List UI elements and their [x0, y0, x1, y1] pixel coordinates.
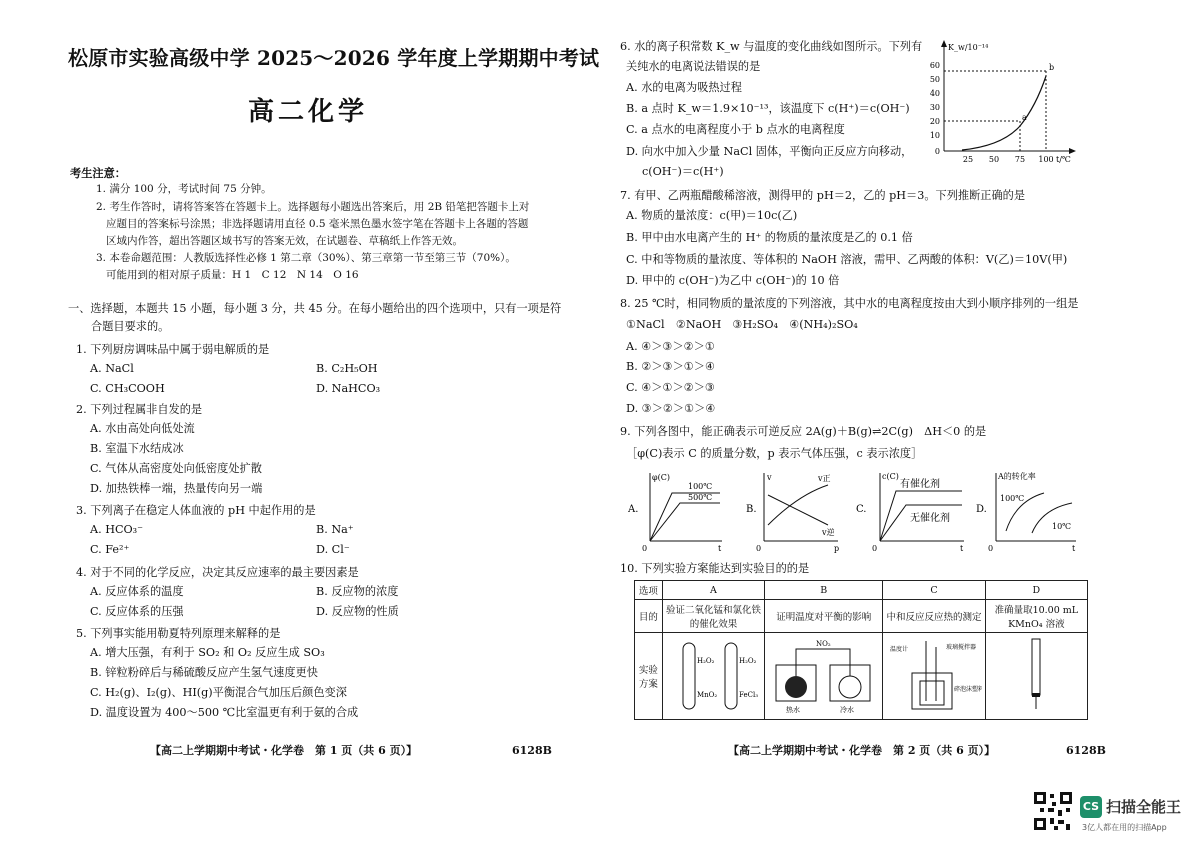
- option-d: D. 向水中加入少量 NaCl 固体，平衡向正反应方向移动，: [626, 145, 913, 158]
- y-tick: 50: [929, 75, 940, 84]
- fecl3-label: FeCl₃: [739, 690, 759, 699]
- y-tick: 0: [934, 147, 940, 156]
- option-c: C. 中和等物质的量浓度、等体积的 NaOH 溶液，需甲、乙两酸的体积：V(乙)＝10V(甲): [626, 253, 1068, 266]
- question-stem: 5. 下列事实能用勒夏特列原理来解释的是: [76, 627, 281, 640]
- table-cell-apparatus-c: [883, 633, 985, 720]
- burette-diagram: [988, 635, 1084, 715]
- connecting-tube: [796, 649, 850, 676]
- option-b: B. a 点时 K_w＝1.9×10⁻¹³，该温度下 c(H⁺)＝c(OH⁻): [626, 102, 910, 115]
- no2-label: NO₂: [815, 639, 831, 648]
- section-heading: 一、选择题，本题共 15 小题，每小题 3 分，共 45 分。在每小题给出的四个选项中，只有一项是符: [68, 302, 562, 315]
- option-d-cont: c(OH⁻)＝c(H⁺): [642, 165, 724, 178]
- option-d: D. Cl⁻: [316, 543, 350, 556]
- mno2-label: MnO₂: [697, 690, 718, 699]
- question-stem: 6. 水的离子积常数 K_w 与温度的变化曲线如图所示。下列有: [620, 40, 923, 53]
- x-tick: 75: [1014, 155, 1026, 164]
- origin-label: 0: [642, 544, 648, 553]
- graph-a: [642, 473, 722, 553]
- question-stem: 9. 下列各图中，能正确表示可逆反应 2A(g)＋B(g)⇌2C(g) ΔH＜0 的是: [620, 425, 987, 438]
- y-tick: 30: [929, 103, 940, 112]
- option-c: C. Fe²⁺: [90, 543, 130, 556]
- graph-d: [988, 471, 1076, 553]
- foam-label: 碎泡沫塑料: [954, 685, 983, 693]
- table-row: [635, 600, 1088, 633]
- y-axis-label: K_w/10⁻¹⁴: [948, 43, 989, 52]
- paper-code: 6128B: [512, 744, 552, 757]
- stopcock: [1032, 693, 1040, 697]
- table-header: B: [765, 581, 883, 600]
- v-forward-label: v正: [818, 474, 831, 483]
- table-cell-apparatus-d: [985, 633, 1087, 720]
- origin-label: 0: [872, 544, 878, 553]
- question-stem: 7. 有甲、乙两瓶醋酸稀溶液，测得甲的 pH＝2，乙的 pH＝3。下列推断正确的是: [620, 189, 1026, 202]
- curve-100-label: 100℃: [1000, 494, 1025, 503]
- y-axis-label: v: [767, 473, 772, 482]
- graph-c: [872, 472, 964, 553]
- option-d: D. 反应物的性质: [316, 605, 399, 618]
- v-forward-curve: [768, 485, 828, 525]
- x-tick: 100: [1038, 155, 1054, 164]
- q9-graphs: [628, 465, 1088, 555]
- no-catalyst-label: 无催化剂: [910, 513, 950, 524]
- graph-c-label: C.: [856, 504, 867, 515]
- cold-water-label: 冷水: [839, 705, 854, 714]
- notice-line: 2. 考生作答时，请将答案答在答题卡上。选择题每小题选出答案后，用 2B 铅笔把答题卡上对: [96, 201, 530, 213]
- subject-title: 高二化学: [248, 97, 369, 127]
- option-c: C. 反应体系的压强: [90, 605, 184, 618]
- question-stem: 8. 25 ℃时，相同物质的量浓度的下列溶液，其中水的电离程度按由大到小顺序排列的一组是: [620, 297, 1079, 310]
- section-heading-cont: 合题目要求的。: [91, 320, 170, 333]
- h2o2-label: H₂O₂: [697, 656, 715, 665]
- scanner-logo-icon: CS: [1080, 796, 1102, 818]
- scanner-app-slogan: 3亿人都在用的扫描App: [1082, 823, 1167, 832]
- option-b: B. 反应物的浓度: [316, 585, 399, 598]
- y-axis-label: c(C): [882, 472, 899, 481]
- y-tick: 10: [929, 131, 940, 140]
- graph-b-label: B.: [746, 504, 757, 515]
- point-a-label: a: [1022, 113, 1027, 122]
- experiment-table: [634, 580, 1088, 720]
- option-c: C. ④＞①＞②＞③: [626, 381, 715, 394]
- question-stem: 3. 下列离子在稳定人体血液的 pH 中起作用的是: [76, 504, 316, 517]
- option-c: C. a 点水的电离程度小于 b 点水的电离程度: [626, 123, 845, 136]
- option-c: C. 气体从高密度处向低密度处扩散: [90, 462, 262, 475]
- notice-line: 3. 本卷命题范围：人教版选择性必修 1 第二章（30%）、第三章第一节至第三节（70%）。: [96, 252, 516, 264]
- option-a: A. 反应体系的温度: [90, 585, 184, 598]
- origin-label: 0: [756, 544, 762, 553]
- notice-line: 1. 满分 100 分，考试时间 75 分钟。: [96, 183, 272, 195]
- table-cell: 验证二氧化锰和氯化铁的催化效果: [662, 600, 764, 633]
- x-axis-label: t: [960, 544, 964, 553]
- table-cell: 证明温度对平衡的影响: [765, 600, 883, 633]
- y-tick: 40: [929, 89, 940, 98]
- no2-flasks-diagram: [768, 635, 880, 715]
- h2o2-label: H₂O₂: [739, 656, 757, 665]
- option-a: A. ④＞③＞②＞①: [626, 340, 715, 353]
- x-axis-label: t/℃: [1056, 155, 1071, 164]
- x-axis-label: t: [718, 544, 722, 553]
- curve-500: [650, 503, 720, 541]
- y-tick: 20: [929, 117, 940, 126]
- question-stem: 10. 下列实验方案能达到实验目的的是: [620, 562, 810, 575]
- exam-title: 松原市实验高级中学 2025～2026 学年度上学期期中考试: [68, 46, 600, 70]
- curve-10-label: 10℃: [1052, 522, 1072, 531]
- solution-list: ①NaCl ②NaOH ③H₂SO₄ ④(NH₄)₂SO₄: [626, 318, 858, 331]
- scanner-app-name: 扫描全能王: [1106, 798, 1182, 816]
- x-axis-arrow: [1069, 148, 1076, 154]
- question-note: ［φ(C)表示 C 的质量分数，p 表示气体压强，c 表示浓度］: [626, 447, 923, 460]
- notice-heading: 考生注意：: [70, 166, 126, 180]
- table-header: C: [883, 581, 985, 600]
- option-a: A. 水的电离为吸热过程: [626, 81, 742, 94]
- option-a: A. HCO₃⁻: [90, 523, 144, 536]
- option-a: A. 水由高处向低处流: [90, 422, 195, 435]
- option-c: C. CH₃COOH: [90, 382, 165, 395]
- option-b: B. Na⁺: [316, 523, 354, 536]
- table-header: A: [662, 581, 764, 600]
- kw-curve: [962, 76, 1046, 150]
- option-d: D. ③＞②＞①＞④: [626, 402, 716, 415]
- x-tick: 50: [988, 155, 1000, 164]
- graph-a-label: A.: [628, 504, 639, 515]
- page-footer: 【高二上学期期中考试・化学卷 第 1 页（共 6 页）】: [150, 744, 418, 757]
- graph-b: [756, 473, 839, 553]
- graph-d-label: D.: [976, 504, 987, 515]
- qr-code-icon: [1032, 790, 1074, 832]
- table-cell-apparatus-a: [662, 633, 764, 720]
- calorimeter-diagram: [886, 635, 982, 715]
- table-cell: 中和反应反应热的测定: [883, 600, 985, 633]
- curve-500-label: 500℃: [688, 493, 713, 502]
- table-cell: 实验方案: [635, 633, 663, 720]
- x-axis-label: p: [834, 544, 840, 553]
- table-header: D: [985, 581, 1087, 600]
- option-b: B. 室温下水结成冰: [90, 442, 184, 455]
- table-header-row: [635, 581, 1088, 600]
- y-axis-label: A的转化率: [998, 472, 1036, 481]
- table-cell-apparatus-b: [765, 633, 883, 720]
- v-reverse-label: v逆: [822, 528, 835, 537]
- question-stem: 4. 对于不同的化学反应，决定其反应速率的最主要因素是: [76, 566, 359, 579]
- question-stem: 1. 下列厨房调味品中属于弱电解质的是: [76, 343, 270, 356]
- table-header: 选项: [635, 581, 663, 600]
- burette-tube: [1032, 639, 1040, 695]
- option-a: A. 增大压强，有利于 SO₂ 和 O₂ 反应生成 SO₃: [90, 646, 325, 659]
- notice-line: 区域内作答，超出答题区域书写的答案无效，在试题卷、草稿纸上作答无效。: [106, 235, 463, 247]
- table-row: [635, 633, 1088, 720]
- option-b: B. C₂H₅OH: [316, 362, 378, 375]
- x-tick: 25: [962, 155, 974, 164]
- flask: [839, 676, 861, 698]
- inner-beaker: [920, 681, 944, 705]
- paper-code: 6128B: [1066, 744, 1106, 757]
- hot-water-label: 热水: [785, 705, 800, 714]
- option-d: D. 加热铁棒一端，热量传向另一端: [90, 482, 263, 495]
- notice-line: 可能用到的相对原子质量：H 1 C 12 N 14 O 16: [106, 269, 359, 281]
- page-footer: 【高二上学期期中考试・化学卷 第 2 页（共 6 页）】: [728, 744, 996, 757]
- option-b: B. 锌粒粉碎后与稀硫酸反应产生氢气速度更快: [90, 666, 318, 679]
- stirrer-label: 玻璃搅拌器: [946, 643, 977, 651]
- curve-100-label: 100℃: [688, 482, 713, 491]
- x-axis-label: t: [1072, 544, 1076, 553]
- y-axis-label: φ(C): [652, 473, 670, 482]
- option-a: A. 物质的量浓度：c(甲)＝10c(乙): [626, 209, 798, 222]
- flask: [785, 676, 807, 698]
- kw-temperature-graph: [922, 36, 1092, 166]
- option-c: C. H₂(g)、I₂(g)、HI(g)平衡混合气加压后颜色变深: [90, 686, 347, 699]
- origin-label: 0: [988, 544, 994, 553]
- test-tube: [725, 643, 737, 709]
- table-cell: 目的: [635, 600, 663, 633]
- question-stem: 2. 下列过程属非自发的是: [76, 403, 203, 416]
- option-b: B. ②＞③＞①＞④: [626, 360, 716, 373]
- table-cell: 准确量取10.00 mL KMnO₄ 溶液: [985, 600, 1087, 633]
- option-b: B. 甲中由水电离产生的 H⁺ 的物质的量浓度是乙的 0.1 倍: [626, 231, 913, 244]
- option-d: D. 甲中的 c(OH⁻)为乙中 c(OH⁻)的 10 倍: [626, 274, 840, 287]
- y-tick: 60: [929, 61, 940, 70]
- thermometer-label: 温度计: [890, 645, 909, 653]
- question-stem-cont: 关纯水的电离说法错误的是: [626, 60, 761, 73]
- outer-beaker: [912, 673, 952, 709]
- y-axis-arrow: [941, 40, 947, 47]
- test-tubes-diagram: [665, 635, 761, 715]
- option-d: D. 温度设置为 400～500 ℃比室温更有利于氨的合成: [90, 706, 359, 719]
- point-b-label: b: [1049, 63, 1055, 72]
- notice-line: 应题目的答案标号涂黑；非选择题请用直径 0.5 毫米黑色墨水签字笔在答题卡上各题的答题: [106, 218, 529, 230]
- option-a: A. NaCl: [90, 362, 134, 375]
- test-tube: [683, 643, 695, 709]
- catalyst-label: 有催化剂: [900, 479, 940, 490]
- option-d: D. NaHCO₃: [316, 382, 381, 395]
